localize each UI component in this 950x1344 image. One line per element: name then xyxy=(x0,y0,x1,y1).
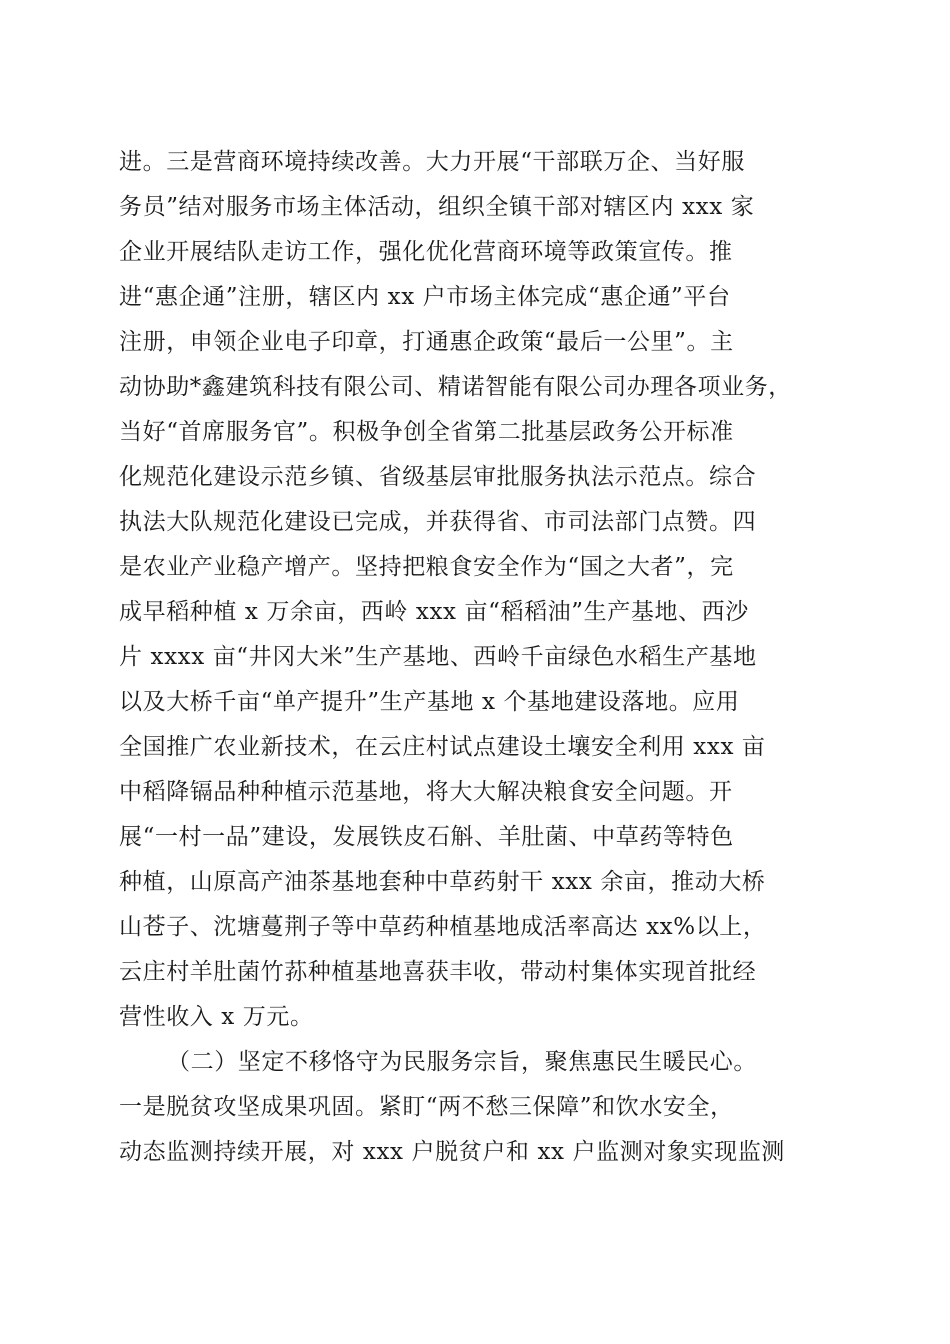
text-line: 一是脱贫攻坚成果巩固。紧盯“两不愁三保障”和饮水安全， xyxy=(119,1094,734,1120)
text-line: 注册，申领企业电子印章，打通惠企政策“最后一公里”。主 xyxy=(119,329,734,355)
text-line: 进。三是营商环境持续改善。大力开展“干部联万企、当好服 xyxy=(119,149,745,175)
text-line: 当好“首席服务官”。积极争创全省第二批基层政务公开标准 xyxy=(119,419,734,445)
text-line: 执法大队规范化建设已完成，并获得省、市司法部门点赞。四 xyxy=(119,509,757,535)
text-line: 中稻降镉品种种植示范基地，将大大解决粮食安全问题。开 xyxy=(119,779,733,805)
text-line: 营性收入 x 万元。 xyxy=(119,1004,314,1030)
text-line: 片 xxxx 亩“井冈大米”生产基地、西岭千亩绿色水稻生产基地 xyxy=(119,644,757,670)
document-body xyxy=(119,140,831,1175)
text-line: 企业开展结队走访工作，强化优化营商环境等政策宣传。推 xyxy=(119,239,733,265)
text-line: 务员”结对服务市场主体活动，组织全镇干部对辖区内 xxx 家 xyxy=(119,194,755,220)
text-line: 动态监测持续开展，对 xxx 户脱贫户和 xx 户监测对象实现监测 xyxy=(119,1139,785,1165)
text-line: 成早稻种植 x 万余亩，西岭 xxx 亩“稻稻油”生产基地、西沙 xyxy=(119,599,749,625)
text-line: 进“惠企通”注册，辖区内 xx 户市场主体完成“惠企通”平台 xyxy=(119,284,731,310)
text-line: 是农业产业稳产增产。坚持把粮食安全作为“国之大者”，完 xyxy=(119,554,734,580)
text-line: 以及大桥千亩“单产提升”生产基地 x 个基地建设落地。应用 xyxy=(119,689,740,715)
text-line: 全国推广农业新技术，在云庄村试点建设土壤安全利用 xxx 亩 xyxy=(119,734,766,760)
text-line: 种植，山原高产油茶基地套种中草药射干 xxx 余亩，推动大桥 xyxy=(119,869,766,895)
text-line: 展“一村一品”建设，发展铁皮石斛、羊肚菌、中草药等特色 xyxy=(119,824,734,850)
text-line: 山苍子、沈塘蔓荆子等中草药种植基地成活率高达 xx%以上， xyxy=(119,914,767,940)
text-line: 化规范化建设示范乡镇、省级基层审批服务执法示范点。综合 xyxy=(119,464,757,490)
text-line: 云庄村羊肚菌竹荪种植基地喜获丰收，带动村集体实现首批经 xyxy=(119,959,757,985)
section-heading: （二）坚定不移恪守为民服务宗旨，聚焦惠民生暖民心。 xyxy=(167,1049,757,1075)
text-line: 动协助*鑫建筑科技有限公司、精诺智能有限公司办理各项业务， xyxy=(119,374,792,400)
